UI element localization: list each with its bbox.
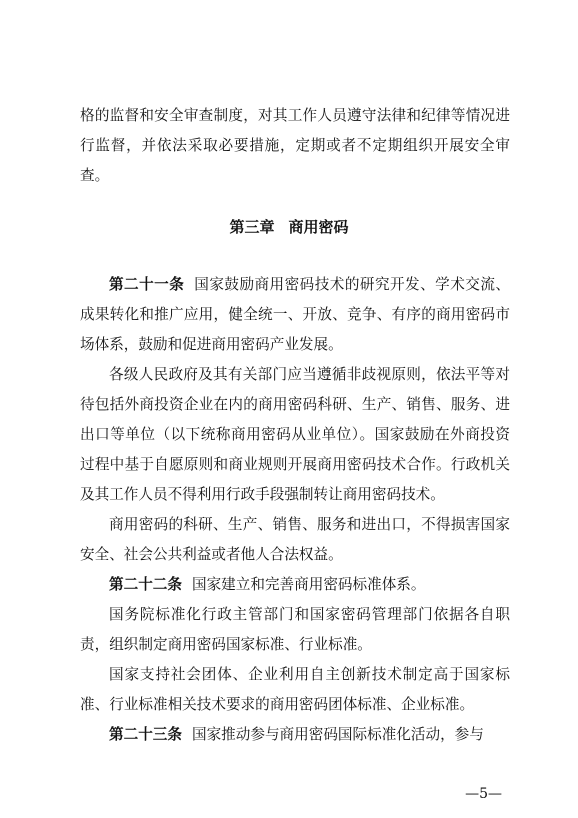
chapter-number: 第三章 [229, 218, 275, 236]
article-22-paragraph [80, 570, 510, 600]
article-22-text: 国家建立和完善商用密码标准体系。 [191, 576, 426, 593]
article-23-paragraph [80, 720, 510, 750]
article-21-label: 第二十一条 [109, 276, 185, 293]
article-21-paragraph-3: 商用密码的科研、生产、销售、服务和进出口，不得损害国家安全、社会公共利益或者他人合法权益。 [80, 516, 510, 563]
chapter-heading [0, 212, 578, 242]
article-21-paragraph-2: 各级人民政府及其有关部门应当遵循非歧视原则，依法平等对待包括外商投资企业在内的商用密码科研、生产、销售、服务、进出口等单位（以下统称商用密码从业单位）。国家鼓励在外商投资过程中基于自愿原则和商业规则开展商用密码技术合作。行政机关及其工作人员不得利用行政手段强制转让商用密码技术。 [80, 366, 510, 503]
article-23-label: 第二十三条 [109, 726, 182, 743]
article-21-paragraph [80, 270, 510, 360]
chapter-title: 商用密码 [288, 218, 349, 236]
article-22-paragraph-2: 国务院标准化行政主管部门和国家密码管理部门依据各自职责，组织制定商用密码国家标准、行业标准。 [80, 606, 510, 653]
article-22-label: 第二十二条 [109, 576, 182, 593]
article-21-text: 国家鼓励商用密码技术的研究开发、学术交流、成果转化和推广应用，健全统一、开放、竞争、有序的商用密码市场体系，鼓励和促进商用密码产业发展。 [80, 276, 510, 353]
page-number: —5— [465, 786, 502, 802]
article-23-text: 国家推动参与商用密码国际标准化活动，参与 [191, 726, 484, 743]
article-22-paragraph-3: 国家支持社会团体、企业利用自主创新技术制定高于国家标准、行业标准相关技术要求的商用密码团体标准、企业标准。 [80, 666, 510, 713]
continuation-paragraph: 格的监督和安全审查制度，对其工作人员遵守法律和纪律等情况进行监督，并依法采取必要措施，定期或者不定期组织开展安全审查。 [80, 107, 510, 184]
